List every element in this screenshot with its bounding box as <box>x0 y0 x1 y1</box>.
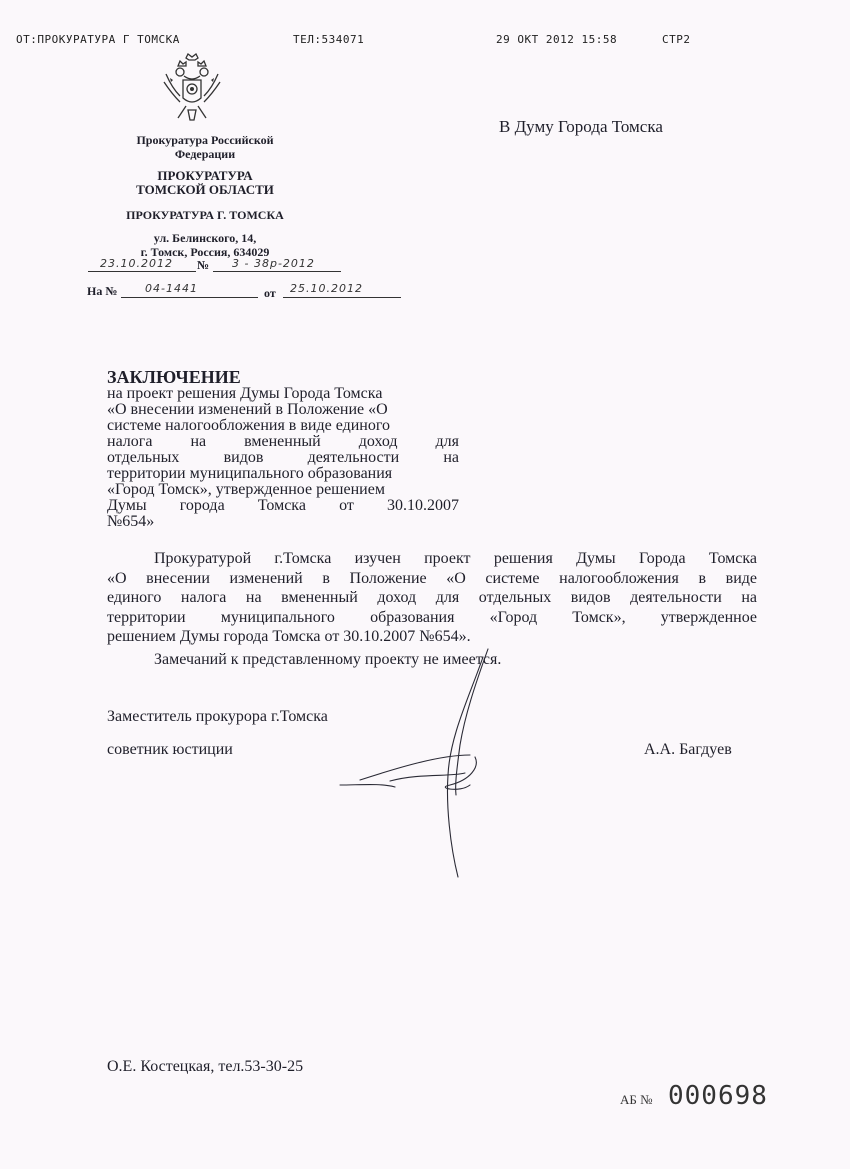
ref-number-label: На № <box>87 284 118 298</box>
outgoing-number: 3 - 38р-2012 <box>232 257 315 270</box>
title-line: налога на вмененный доход для <box>107 433 459 450</box>
fax-phone: ТЕЛ:534071 <box>293 33 365 46</box>
outgoing-date: 23.10.2012 <box>100 257 173 270</box>
title-line: территории муниципального образования <box>107 465 393 482</box>
letterhead-line3: ПРОКУРАТУРА <box>157 168 253 183</box>
body-line: единого налога на вмененный доход для отдельных видов деятельности на <box>107 589 757 606</box>
handwritten-signature-icon <box>300 645 500 885</box>
signer-position: Заместитель прокурора г.Томска <box>107 708 328 725</box>
no-remarks-line: Замечаний к представленному проекту не имеется. <box>154 650 502 668</box>
body-line: «О внесении изменений в Положение «О системе налогообложения в виде <box>107 569 757 587</box>
body-line: решением Думы города Томска от 30.10.2007 №654». <box>107 628 471 645</box>
title-line: Думы города Томска от 30.10.2007 <box>107 497 459 514</box>
letterhead-regional <box>105 169 305 197</box>
title-line: №654» <box>107 513 155 530</box>
title-line: «Город Томск», утвержденное решением <box>107 481 385 498</box>
title-line: системе налогообложения в виде единого <box>107 417 391 434</box>
title-line: на проект решения Думы Города Томска <box>107 385 383 402</box>
signer-name: А.А. Багдуев <box>644 741 732 758</box>
eagle-emblem-icon <box>162 52 222 126</box>
body-line: территории муниципального образования «Город Томск», утвержденное <box>107 608 757 626</box>
outgoing-date-line <box>88 271 196 272</box>
registration-series: АБ № <box>620 1092 653 1107</box>
executor-contact: О.Е. Костецкая, тел.53-30-25 <box>107 1058 304 1075</box>
body-line: Прокуратурой г.Томска изучен проект решения Думы Города Томска <box>154 550 757 567</box>
addressee: В Думу Города Томска <box>499 117 663 136</box>
address-street: ул. Белинского, 14, <box>153 231 257 245</box>
registration-number: 000698 <box>668 1081 768 1111</box>
title-line: отдельных видов деятельности на <box>107 449 459 466</box>
ref-number: 04-1441 <box>145 282 198 295</box>
ref-from-label: от <box>264 286 276 300</box>
conclusion-title-block <box>107 368 459 530</box>
title-line: «О внесении изменений в Положение «О <box>107 401 388 418</box>
letterhead-org <box>105 133 305 161</box>
ref-date-line <box>283 297 401 298</box>
letterhead-address <box>105 231 305 259</box>
letterhead-line4: ТОМСКОЙ ОБЛАСТИ <box>136 182 274 197</box>
letterhead-line1: Прокуратура Российской <box>136 133 274 147</box>
fax-sender: ОТ:ПРОКУРАТУРА Г ТОМСКА <box>16 33 180 46</box>
fax-page: СТР2 <box>662 33 691 46</box>
letterhead-line5: ПРОКУРАТУРА Г. ТОМСКА <box>126 208 284 222</box>
fax-datetime: 29 ОКТ 2012 15:58 <box>496 33 618 46</box>
conclusion-heading: ЗАКЛЮЧЕНИЕ <box>107 367 241 387</box>
outgoing-number-line <box>213 271 341 272</box>
ref-date: 25.10.2012 <box>290 282 363 295</box>
letterhead-line2: Федерации <box>174 147 236 161</box>
address-city: г. Томск, Россия, 634029 <box>140 245 270 259</box>
outgoing-number-label: № <box>197 258 210 272</box>
signer-rank: советник юстиции <box>107 741 233 758</box>
ref-number-line <box>121 297 258 298</box>
